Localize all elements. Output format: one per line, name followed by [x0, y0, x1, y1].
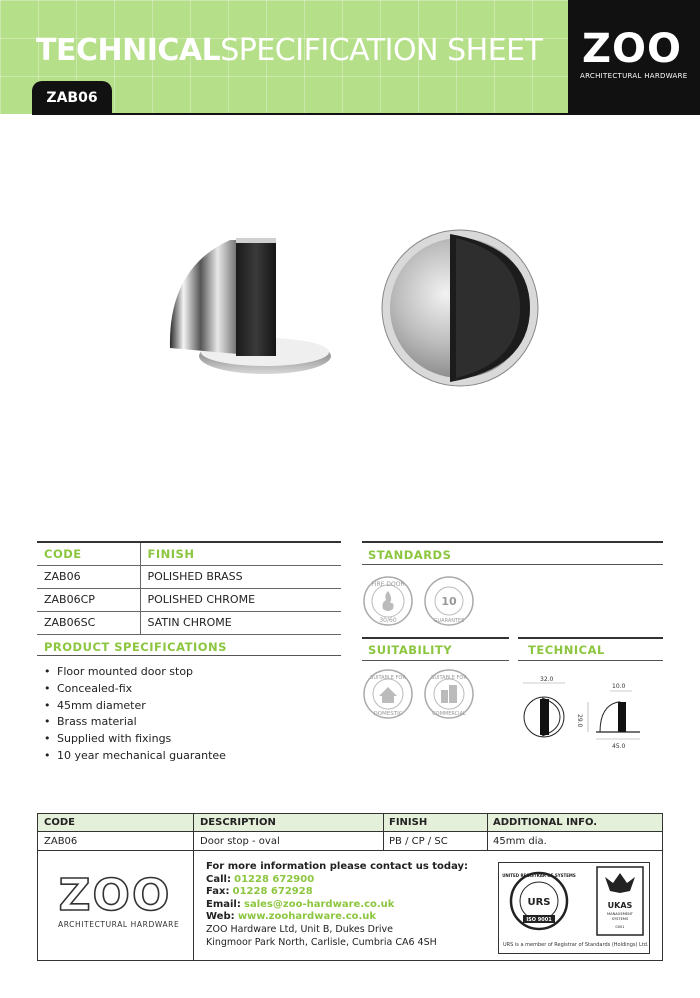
footer-brand-tagline: ARCHITECTURAL HARDWARE — [58, 920, 180, 929]
order-header-finish: FINISH — [389, 817, 428, 828]
standards-divider — [362, 564, 663, 565]
product-specs-heading: PRODUCT SPECIFICATIONS — [44, 640, 227, 654]
order-header-additional: ADDITIONAL INFO. — [493, 817, 598, 828]
ukas-text: UKAS — [607, 901, 633, 910]
domestic-suitable: SUITABLE FOR — [370, 675, 406, 681]
table-row — [37, 565, 341, 588]
email-label: Email: — [206, 898, 241, 910]
order-table-header — [38, 814, 662, 832]
urs-ring-text: UNITED REGISTRAR OF SYSTEMS — [502, 873, 576, 878]
product-image-side — [160, 228, 338, 388]
suitability-top-rule — [362, 637, 509, 639]
list-item: • Brass material — [44, 714, 226, 731]
list-item: • Supplied with fixings — [44, 731, 226, 748]
commercial-badge — [423, 668, 475, 724]
order-table-row-divider — [38, 850, 662, 851]
product-specs-list — [44, 664, 226, 765]
order-finish: PB / CP / SC — [389, 836, 448, 847]
finish-name: SATIN CHROME — [140, 611, 341, 634]
certification-box — [498, 862, 650, 954]
order-table-divider — [383, 814, 384, 850]
table-row — [37, 588, 341, 611]
technical-divider — [518, 660, 663, 661]
technical-heading: TECHNICAL — [528, 643, 605, 657]
order-header-description: DESCRIPTION — [200, 817, 276, 828]
order-table-divider — [487, 814, 488, 850]
fax-number: 01228 672928 — [232, 886, 313, 897]
email-link[interactable]: sales@zoo-hardware.co.uk — [244, 898, 395, 910]
finish-header-code: CODE — [37, 542, 140, 565]
finish-header-finish: FINISH — [140, 542, 341, 565]
list-item: • 45mm diameter — [44, 698, 226, 715]
guarantee-years: 10 — [441, 595, 457, 608]
footer-zoo-logo — [58, 870, 172, 920]
dim-height: 29.0 — [576, 714, 583, 728]
zoo-logo: ZOO — [582, 26, 683, 72]
urs-text: URS — [527, 897, 551, 908]
contact-intro: For more information please contact us today: — [206, 861, 469, 872]
technical-top-rule — [518, 637, 663, 639]
contact-web — [206, 911, 468, 924]
standards-heading: STANDARDS — [368, 548, 452, 562]
dim-width: 10.0 — [612, 683, 626, 690]
finish-code: ZAB06CP — [37, 588, 140, 611]
standards-top-rule — [362, 541, 663, 543]
product-image-top — [380, 228, 540, 388]
product-code-tab: ZAB06 — [32, 81, 112, 114]
header-divider — [32, 113, 700, 115]
fire-door-text: FIRE DOOR — [371, 581, 405, 588]
list-item: • 10 year mechanical guarantee — [44, 748, 226, 765]
order-code: ZAB06 — [44, 836, 78, 847]
fire-door-badge — [362, 575, 414, 631]
suitability-heading: SUITABILITY — [368, 643, 453, 657]
finish-code: ZAB06SC — [37, 611, 140, 634]
finish-code: ZAB06 — [37, 565, 140, 588]
brand-tagline: ARCHITECTURAL HARDWARE — [580, 72, 688, 80]
list-item: • Floor mounted door stop — [44, 664, 226, 681]
finish-table-header — [37, 542, 341, 565]
suitability-divider — [362, 660, 509, 661]
iso-text: ISO 9001 — [526, 917, 552, 923]
order-header-code: CODE — [44, 817, 75, 828]
order-table-divider — [193, 814, 194, 960]
finish-name: POLISHED CHROME — [140, 588, 341, 611]
guarantee-text: GUARANTEE — [433, 618, 465, 624]
fire-door-rating: 30/60 — [379, 617, 397, 624]
web-label: Web: — [206, 911, 235, 922]
dim-base: 45.0 — [612, 743, 626, 750]
page-title — [36, 33, 542, 68]
contact-info — [206, 861, 468, 924]
ukas-sub2: SYSTEMS — [611, 917, 629, 921]
commercial-suitable: SUITABLE FOR — [431, 675, 467, 681]
header — [0, 0, 700, 114]
finish-table — [37, 541, 341, 635]
order-additional: 45mm dia. — [493, 836, 547, 847]
commercial-text: COMMERCIAL — [432, 711, 466, 717]
contact-fax — [206, 886, 468, 899]
web-link[interactable]: www.zoohardware.co.uk — [237, 911, 377, 922]
address-line-2: Kingmoor Park North, Carlisle, Cumbria CA6 4SH — [206, 936, 437, 948]
specs-divider — [37, 655, 341, 656]
title-bold: TECHNICAL — [36, 33, 221, 68]
fax-label: Fax: — [206, 886, 230, 897]
ukas-sub1: MANAGEMENT — [607, 912, 633, 916]
domestic-text: DOMESTIC — [373, 711, 403, 717]
contact-email — [206, 899, 468, 912]
ukas-number: 0001 — [615, 925, 625, 929]
contact-call — [206, 874, 468, 887]
list-item: • Concealed-fix — [44, 681, 226, 698]
dim-diameter: 32.0 — [540, 676, 554, 683]
domestic-badge — [362, 668, 414, 724]
footer-brand-text: ZOO — [58, 870, 172, 916]
company-address — [206, 924, 437, 949]
order-description: Door stop - oval — [200, 836, 280, 847]
table-row — [37, 611, 341, 634]
technical-drawing — [520, 672, 660, 760]
title-light: SPECIFICATION SHEET — [220, 33, 543, 68]
address-line-1: ZOO Hardware Ltd, Unit B, Dukes Drive — [206, 924, 394, 935]
guarantee-badge — [423, 575, 475, 631]
finish-name: POLISHED BRASS — [140, 565, 341, 588]
call-label: Call: — [206, 873, 231, 885]
call-number: 01228 672900 — [234, 873, 315, 885]
certification-note: URS is a member of Registrar of Standards (Holdings) Ltd. — [503, 942, 649, 948]
